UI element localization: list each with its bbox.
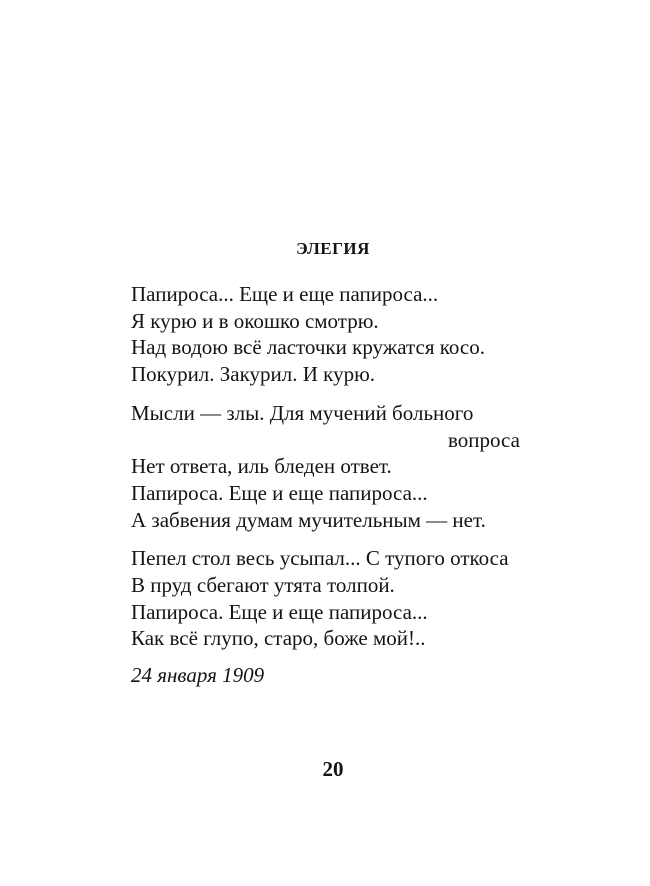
poem-line: Как всё глупо, старо, боже мой!.. <box>131 626 426 651</box>
poem-line: В пруд сбегают утята толпой. <box>131 573 395 598</box>
poem-line: Мысли — злы. Для мучений больного <box>131 400 474 425</box>
poem-line: Пепел стол весь усыпал... С тупого откоса <box>131 546 509 571</box>
poem-line: Папироса. Еще и еще папироса... <box>131 480 428 505</box>
poem-line-continuation: вопроса <box>448 427 520 452</box>
stanza-3 <box>131 545 611 652</box>
poem-line: А забвения думам мучительным — нет. <box>131 507 486 532</box>
poem-line: Покурил. Закурил. И курю. <box>131 362 376 387</box>
poem-line: Над водою всё ласточки кружатся косо. <box>131 335 485 360</box>
poem-title: ЭЛЕГИЯ <box>296 239 370 258</box>
stanza-1 <box>131 281 611 388</box>
poem-line: Папироса. Еще и еще папироса... <box>131 599 428 624</box>
poem-date: 24 января 1909 <box>131 663 265 687</box>
poem-body <box>131 281 611 664</box>
poem-line: Папироса... Еще и еще папироса... <box>131 282 439 306</box>
stanza-2 <box>131 400 611 534</box>
poem-line: Нет ответа, иль бледен ответ. <box>131 454 392 479</box>
page-number: 20 <box>322 757 344 781</box>
poem-line: Я курю и в окошко смотрю. <box>131 308 379 333</box>
